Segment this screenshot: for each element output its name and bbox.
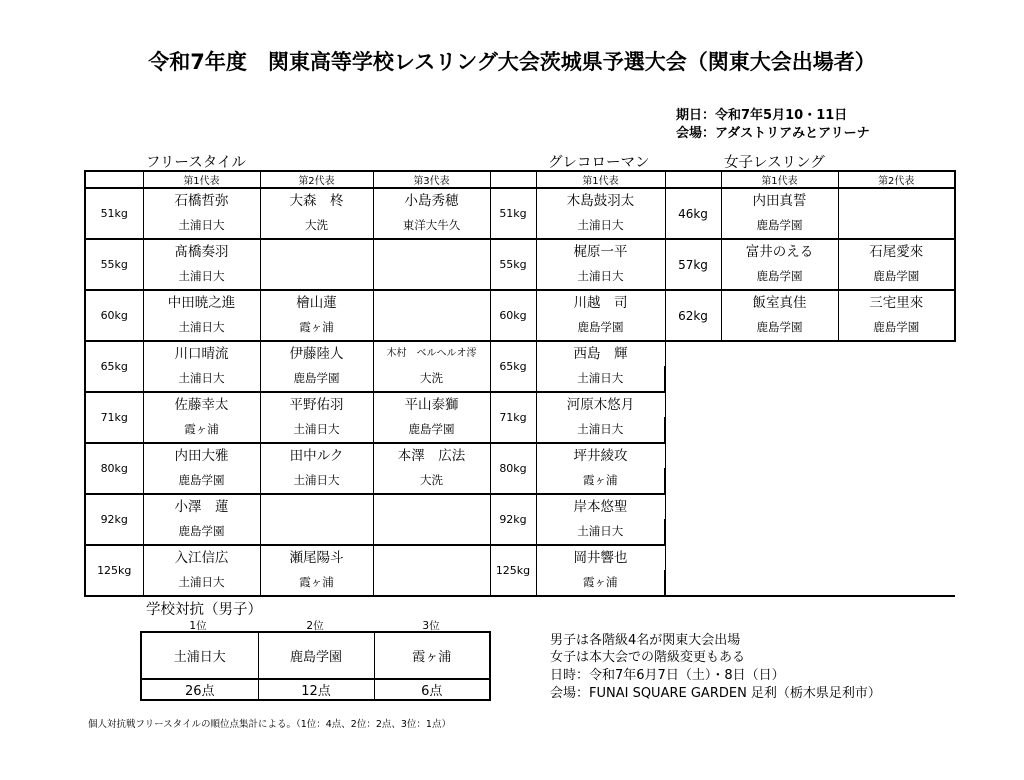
wrestler-name: 中田暁之進 (143, 290, 260, 315)
wrestler-name: 坪井綾攻 (536, 443, 665, 468)
wrestler-name: 本澤 広法 (373, 443, 490, 468)
team-school: 土浦日大 (141, 632, 258, 679)
header-blank (665, 171, 721, 188)
team-points-row (141, 679, 490, 700)
school-name (373, 264, 490, 290)
school-name: 霞ヶ浦 (536, 468, 665, 494)
wrestler-name: 川口晴流 (143, 341, 260, 366)
weight-class: 71kg (490, 392, 536, 443)
team-school: 鹿島学園 (258, 632, 374, 679)
wrestler-name: 小澤 蓮 (143, 494, 260, 519)
wrestler-name: 檜山蓮 (260, 290, 373, 315)
wrestler-name (260, 239, 373, 264)
empty-area (665, 494, 955, 545)
wrestler-name: 三宅里來 (838, 290, 955, 315)
weight-class: 65kg (85, 341, 143, 392)
note-men-qualify: 男子は各階級4名が関東大会出場 (550, 633, 741, 648)
table-row (85, 239, 955, 264)
team-points: 12点 (258, 679, 374, 700)
wrestler-name: 梶原一平 (536, 239, 665, 264)
school-name: 大洗 (373, 366, 490, 392)
event-venue (676, 122, 870, 141)
venue-value: アダストリアみとアリーナ (715, 126, 870, 141)
wrestler-name: 河原木悠月 (536, 392, 665, 417)
weight-class: 57kg (665, 239, 721, 290)
school-name: 鹿島学園 (536, 315, 665, 341)
school-name: 鹿島学園 (721, 315, 838, 341)
wrestler-name: 川越 司 (536, 290, 665, 315)
weight-class: 51kg (85, 188, 143, 239)
venue-label: 会場： (676, 126, 716, 141)
results-table (84, 170, 956, 597)
school-name: 霞ヶ浦 (536, 570, 665, 596)
school-name: 霞ヶ浦 (260, 315, 373, 341)
wrestler-name (373, 545, 490, 570)
team-place-label: 2位 (306, 620, 324, 632)
school-name: 土浦日大 (536, 213, 665, 239)
weight-class: 60kg (490, 290, 536, 341)
wrestler-name: 伊藤陸人 (260, 341, 373, 366)
school-name: 大洗 (260, 213, 373, 239)
wrestler-name: 西島 輝 (536, 341, 665, 366)
greco-header: 第1代表 (536, 171, 665, 188)
school-name: 土浦日大 (260, 417, 373, 443)
school-name (260, 519, 373, 545)
team-standings-table (140, 631, 491, 701)
wrestler-name: 石橋哲弥 (143, 188, 260, 213)
weight-class: 92kg (85, 494, 143, 545)
school-name: 土浦日大 (536, 417, 665, 443)
table-row (85, 494, 955, 519)
wrestler-name: 石尾愛來 (838, 239, 955, 264)
wrestler-name: 平野佑羽 (260, 392, 373, 417)
team-place-label: 1位 (189, 620, 207, 632)
footnote: 個人対抗戦フリースタイルの順位点集計による。（1位：4点、2位：2点、3位：1点） (88, 719, 451, 730)
wrestler-name (373, 494, 490, 519)
table-header-row (85, 171, 955, 188)
weight-class: 60kg (85, 290, 143, 341)
school-name: 鹿島学園 (143, 468, 260, 494)
weight-class: 71kg (85, 392, 143, 443)
women-header: 第1代表 (721, 171, 838, 188)
empty-area (665, 443, 955, 494)
school-name: 大洗 (373, 468, 490, 494)
weight-class: 80kg (85, 443, 143, 494)
freestyle-header: 第2代表 (260, 171, 373, 188)
weight-class: 92kg (490, 494, 536, 545)
weight-class: 51kg (490, 188, 536, 239)
school-name: 鹿島学園 (721, 213, 838, 239)
wrestler-name: 瀬尾陽斗 (260, 545, 373, 570)
wrestler-name: 岡井響也 (536, 545, 665, 570)
note-women-weight: 女子は本大会での階級変更もある (550, 650, 746, 665)
school-name: 土浦日大 (143, 264, 260, 290)
team-points: 26点 (141, 679, 258, 700)
wrestler-name (838, 188, 955, 213)
wrestler-name: 入江信広 (143, 545, 260, 570)
team-school-row (141, 632, 490, 679)
wrestler-name: 小島秀穂 (373, 188, 490, 213)
team-title: 学校対抗（男子） (146, 602, 262, 618)
school-name: 土浦日大 (536, 366, 665, 392)
wrestler-name: 大森 柊 (260, 188, 373, 213)
school-name (838, 213, 955, 239)
weight-class: 62kg (665, 290, 721, 341)
greco-title: グレコローマン (548, 155, 650, 171)
school-name: 鹿島学園 (838, 315, 955, 341)
school-name: 土浦日大 (143, 366, 260, 392)
school-name: 鹿島学園 (260, 366, 373, 392)
school-name (373, 519, 490, 545)
note-kanto-venue: 会場：FUNAI SQUARE GARDEN 足利（栃木県足利市） (550, 686, 881, 701)
team-school: 霞ヶ浦 (374, 632, 490, 679)
weight-class: 125kg (85, 545, 143, 596)
school-name (373, 315, 490, 341)
weight-class: 55kg (490, 239, 536, 290)
empty-area (665, 392, 955, 443)
page-title: 令和7年度 関東高等学校レスリング大会茨城県予選大会（関東大会出場者） (148, 50, 876, 74)
wrestler-name (260, 494, 373, 519)
weight-class: 65kg (490, 341, 536, 392)
table-row (85, 443, 955, 468)
wrestler-name (373, 239, 490, 264)
wrestler-name: 髙橋奏羽 (143, 239, 260, 264)
school-name: 鹿島学園 (838, 264, 955, 290)
wrestler-name: 平山泰獅 (373, 392, 490, 417)
school-name (260, 264, 373, 290)
table-row (85, 545, 955, 570)
school-name: 土浦日大 (536, 519, 665, 545)
school-name: 鹿島学園 (721, 264, 838, 290)
wrestler-name: 飯室真佳 (721, 290, 838, 315)
school-name: 土浦日大 (143, 213, 260, 239)
women-title: 女子レスリング (724, 155, 825, 171)
table-row (85, 188, 955, 213)
weight-class: 55kg (85, 239, 143, 290)
wrestler-name: 内田真誓 (721, 188, 838, 213)
wrestler-name: 内田大雅 (143, 443, 260, 468)
wrestler-name: 岸本悠聖 (536, 494, 665, 519)
wrestler-name: 田中ルク (260, 443, 373, 468)
freestyle-title: フリースタイル (146, 155, 246, 171)
school-name: 東洋大牛久 (373, 213, 490, 239)
wrestler-name: 木村 ベルヘルオ澪 (373, 341, 490, 366)
women-header: 第2代表 (838, 171, 955, 188)
school-name: 土浦日大 (143, 570, 260, 596)
weight-class: 46kg (665, 188, 721, 239)
school-name: 鹿島学園 (143, 519, 260, 545)
team-place-label: 3位 (422, 620, 440, 632)
school-name: 土浦日大 (143, 315, 260, 341)
wrestler-name: 富井のえる (721, 239, 838, 264)
note-kanto-date: 日時：令和7年6月7日（土）・8日（日） (550, 668, 785, 683)
school-name (373, 570, 490, 596)
school-name: 鹿島学園 (373, 417, 490, 443)
school-name: 霞ヶ浦 (143, 417, 260, 443)
school-name: 土浦日大 (260, 468, 373, 494)
freestyle-header: 第3代表 (373, 171, 490, 188)
weight-class: 125kg (490, 545, 536, 596)
wrestler-name: 木島鼓羽太 (536, 188, 665, 213)
table-row (85, 290, 955, 315)
empty-area (665, 341, 955, 392)
date-value: 令和7年5月10・11日 (715, 108, 848, 123)
wrestler-name: 佐藤幸太 (143, 392, 260, 417)
table-row (85, 341, 955, 366)
table-row (85, 392, 955, 417)
header-blank (490, 171, 536, 188)
date-label: 期日： (676, 108, 716, 123)
freestyle-header: 第1代表 (143, 171, 260, 188)
team-points: 6点 (374, 679, 490, 700)
empty-area (665, 545, 955, 596)
school-name: 霞ヶ浦 (260, 570, 373, 596)
header-blank (85, 171, 143, 188)
school-name: 土浦日大 (536, 264, 665, 290)
event-date (676, 104, 847, 123)
weight-class: 80kg (490, 443, 536, 494)
wrestler-name (373, 290, 490, 315)
